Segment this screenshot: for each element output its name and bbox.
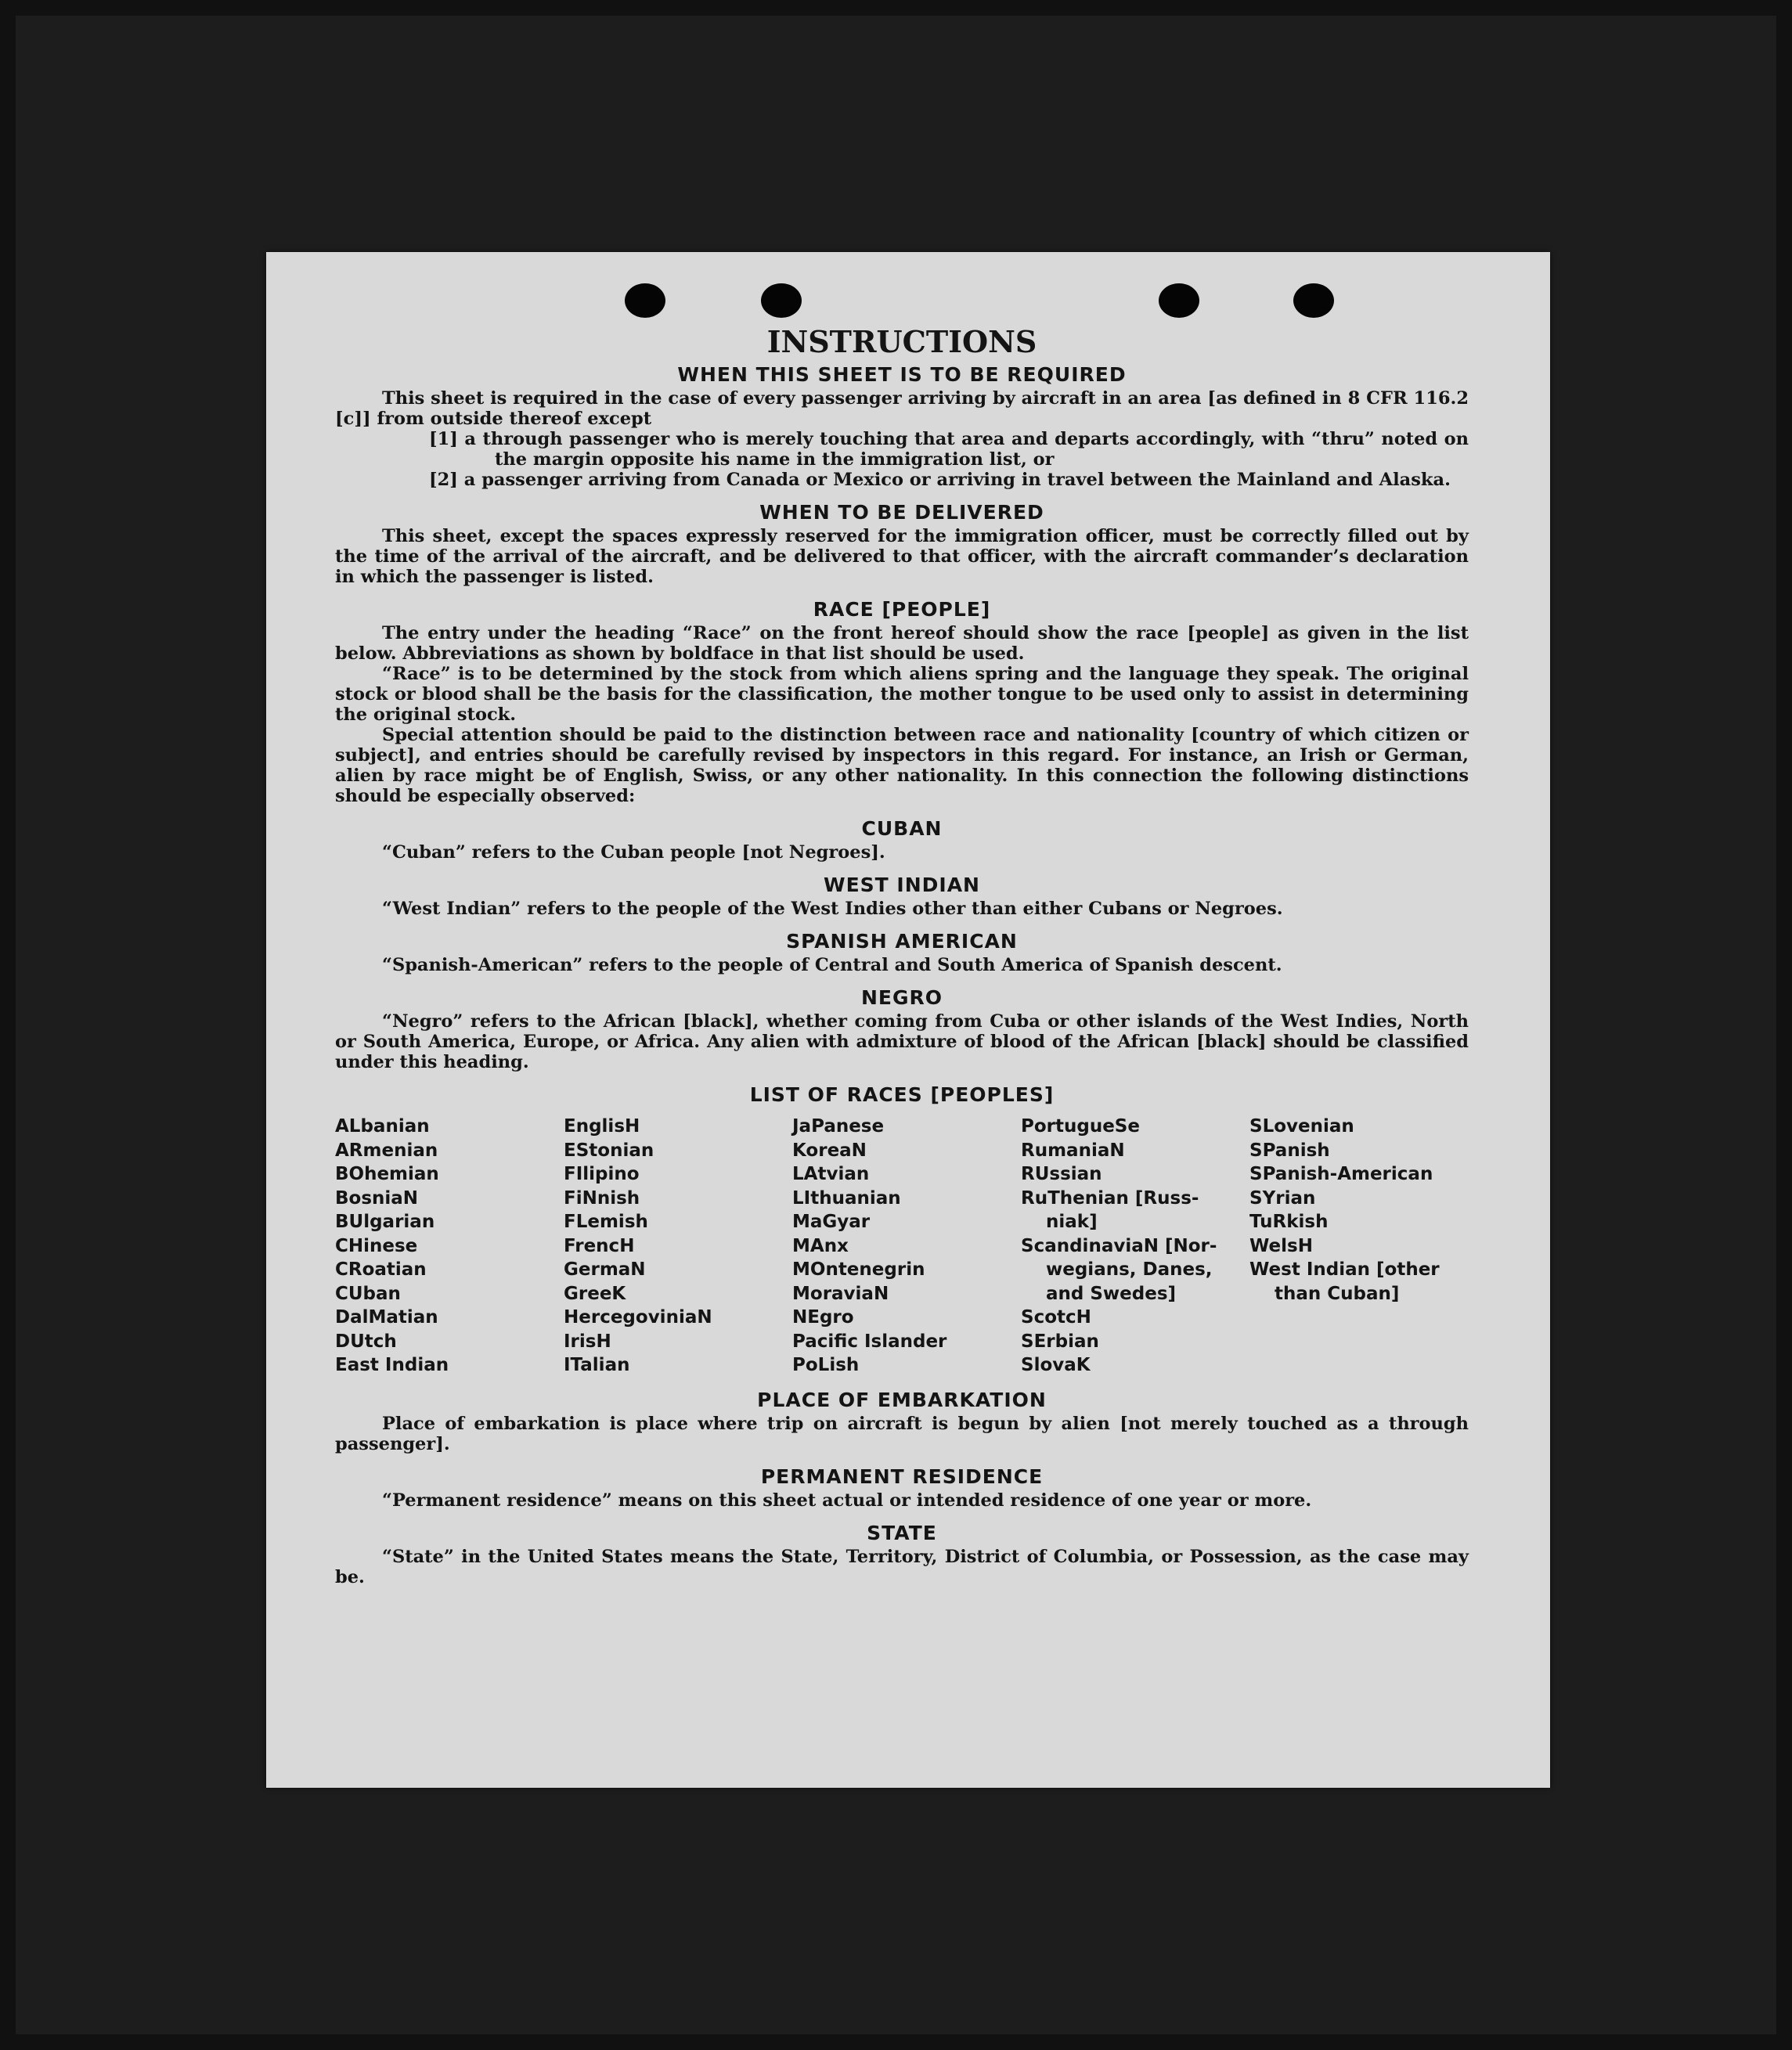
race-item: NEgro <box>792 1307 854 1328</box>
race-item: TuRkish <box>1249 1212 1329 1232</box>
race-item: ITalian <box>564 1355 630 1375</box>
heading-place-of-embarkation: PLACE OF EMBARKATION <box>757 1388 1047 1411</box>
race-item: CRoatian <box>335 1259 427 1280</box>
race-item: FrencH <box>564 1235 635 1256</box>
race-item: MoraviaN <box>792 1283 889 1304</box>
race-item-continued: wegians, Danes, <box>1046 1259 1213 1280</box>
heading-when-required: WHEN THIS SHEET IS TO BE REQUIRED <box>677 363 1127 386</box>
race-item: ScandinaviaN [Nor- <box>1021 1235 1217 1256</box>
punch-hole <box>625 283 665 318</box>
race-item: RUssian <box>1021 1164 1102 1184</box>
instruction-sheet <box>266 252 1550 1788</box>
spanish-american-text: “Spanish-American” refers to the people of Central and South America of Spanish descent. <box>382 955 1282 975</box>
race-item: KoreaN <box>792 1140 867 1161</box>
race-item: DUtch <box>335 1331 397 1352</box>
race-column <box>564 1115 792 1378</box>
race-item: SYrian <box>1249 1187 1316 1209</box>
race-item: HercegoviniaN <box>564 1307 712 1328</box>
race-item: CHinese <box>335 1235 418 1256</box>
west-indian-text: “West Indian” refers to the people of the West Indies other than either Cubans or Negroes. <box>382 899 1283 919</box>
race-item: Pacific Islander <box>792 1331 947 1352</box>
race-column <box>792 1115 1021 1378</box>
exception-2: [2] a passenger arriving from Canada or Mexico or arriving in travel between the Mainland and Alaska. <box>429 470 1451 490</box>
race-item-continued: and Swedes] <box>1046 1283 1177 1304</box>
race-item-continued: than Cuban] <box>1275 1283 1400 1304</box>
race-paragraph-1: The entry under the heading “Race” on the front hereof should show the race [people] as given in the list below. Abbreviations as shown by boldface in that list should be used. <box>335 623 1469 664</box>
race-item: FLemish <box>564 1212 648 1232</box>
race-item: MaGyar <box>792 1212 871 1232</box>
heading-west-indian: WEST INDIAN <box>824 874 980 896</box>
race-item: BOhemian <box>335 1164 439 1184</box>
race-item: ALbanian <box>335 1116 430 1137</box>
race-item: EStonian <box>564 1140 654 1161</box>
delivered-text: This sheet, except the spaces expressly reserved for the immigration officer, must be correctly filled out by the time of the arrival of the aircraft, and be delivered to that officer, with the aircraft commander’s declaration in which the passenger is listed. <box>335 526 1469 587</box>
race-item: IrisH <box>564 1331 611 1352</box>
punch-hole <box>761 283 802 318</box>
race-item: RuThenian [Russ- <box>1021 1187 1199 1209</box>
race-column <box>1021 1115 1249 1378</box>
race-item: GreeK <box>564 1283 626 1304</box>
negro-text: “Negro” refers to the African [black], whether coming from Cuba or other islands of the West Indies, North or South America, Europe, or Africa. Any alien with admixture of blood of the African [black] should be classified under this heading. <box>335 1011 1469 1072</box>
race-item: FIlipino <box>564 1164 640 1184</box>
race-item-continued: niak] <box>1046 1212 1098 1232</box>
punch-hole <box>1293 283 1334 318</box>
heading-list-of-races: LIST OF RACES [PEOPLES] <box>749 1083 1055 1106</box>
page-title: INSTRUCTIONS <box>766 324 1037 359</box>
heading-cuban: CUBAN <box>861 817 943 840</box>
heading-negro: NEGRO <box>860 986 943 1009</box>
race-item: ScotcH <box>1021 1307 1091 1328</box>
race-item: ARmenian <box>335 1140 438 1161</box>
required-intro: This sheet is required in the case of every passenger arriving by aircraft in an area [as defined in 8 CFR 116.2 [c]] from outside thereof except <box>335 388 1469 429</box>
exception-1: [1] a through passenger who is merely touching that area and departs accordingly, with “thru” noted on the margin opposite his name in the immigration list, or <box>429 429 1469 470</box>
race-item: BosniaN <box>335 1187 419 1209</box>
race-item: SlovaK <box>1021 1355 1091 1375</box>
race-column <box>1249 1115 1478 1378</box>
race-item: LIthuanian <box>792 1187 901 1209</box>
race-item: West Indian [other <box>1249 1259 1440 1280</box>
race-item: RumaniaN <box>1021 1140 1125 1161</box>
heading-permanent-residence: PERMANENT RESIDENCE <box>760 1465 1044 1488</box>
race-item: MOntenegrin <box>792 1259 925 1280</box>
heading-state: STATE <box>867 1521 937 1544</box>
race-item: PortugueSe <box>1021 1116 1140 1137</box>
race-item: PoLish <box>792 1355 860 1375</box>
state-text: “State” in the United States means the State, Territory, District of Columbia, or Possession, as the case may be. <box>335 1546 1469 1587</box>
race-item: CUban <box>335 1283 401 1304</box>
race-item: SLovenian <box>1249 1116 1354 1137</box>
race-item: SPanish <box>1249 1140 1330 1161</box>
residence-text: “Permanent residence” means on this sheet actual or intended residence of one year or more. <box>382 1490 1312 1511</box>
race-item: WelsH <box>1249 1235 1313 1256</box>
race-paragraph-3: Special attention should be paid to the distinction between race and nationality [country of which citizen or subject], and entries should be carefully revised by inspectors in this regard. For instance, an Irish or German, alien by race might be of English, Swiss, or any other nationality. In this connection the following distinctions should be especially observed: <box>335 725 1469 806</box>
race-item: DalMatian <box>335 1307 438 1328</box>
race-item: SPanish-American <box>1249 1164 1433 1184</box>
embarkation-text: Place of embarkation is place where trip on aircraft is begun by alien [not merely touched as a through passenger]. <box>335 1413 1469 1454</box>
race-item: JaPanese <box>792 1116 885 1137</box>
race-item: MAnx <box>792 1235 849 1256</box>
race-column <box>335 1115 564 1378</box>
heading-when-delivered: WHEN TO BE DELIVERED <box>759 501 1044 524</box>
punch-hole <box>1159 283 1199 318</box>
sheet-content <box>335 322 1469 1587</box>
race-item: SErbian <box>1021 1331 1099 1352</box>
race-item: EnglisH <box>564 1116 640 1137</box>
race-item: East Indian <box>335 1355 449 1375</box>
race-item: GermaN <box>564 1259 646 1280</box>
race-item: LAtvian <box>792 1164 870 1184</box>
race-paragraph-2: “Race” is to be determined by the stock from which aliens spring and the language they speak. The original stock or blood shall be the basis for the classification, the mother tongue to be used only to assist in determining the original stock. <box>335 664 1469 725</box>
cuban-text: “Cuban” refers to the Cuban people [not Negroes]. <box>382 842 885 863</box>
heading-spanish-american: SPANISH AMERICAN <box>786 930 1018 953</box>
race-item: FiNnish <box>564 1187 640 1209</box>
race-list <box>335 1115 1469 1378</box>
race-item: BUlgarian <box>335 1212 435 1232</box>
heading-race: RACE [PEOPLE] <box>813 598 991 621</box>
